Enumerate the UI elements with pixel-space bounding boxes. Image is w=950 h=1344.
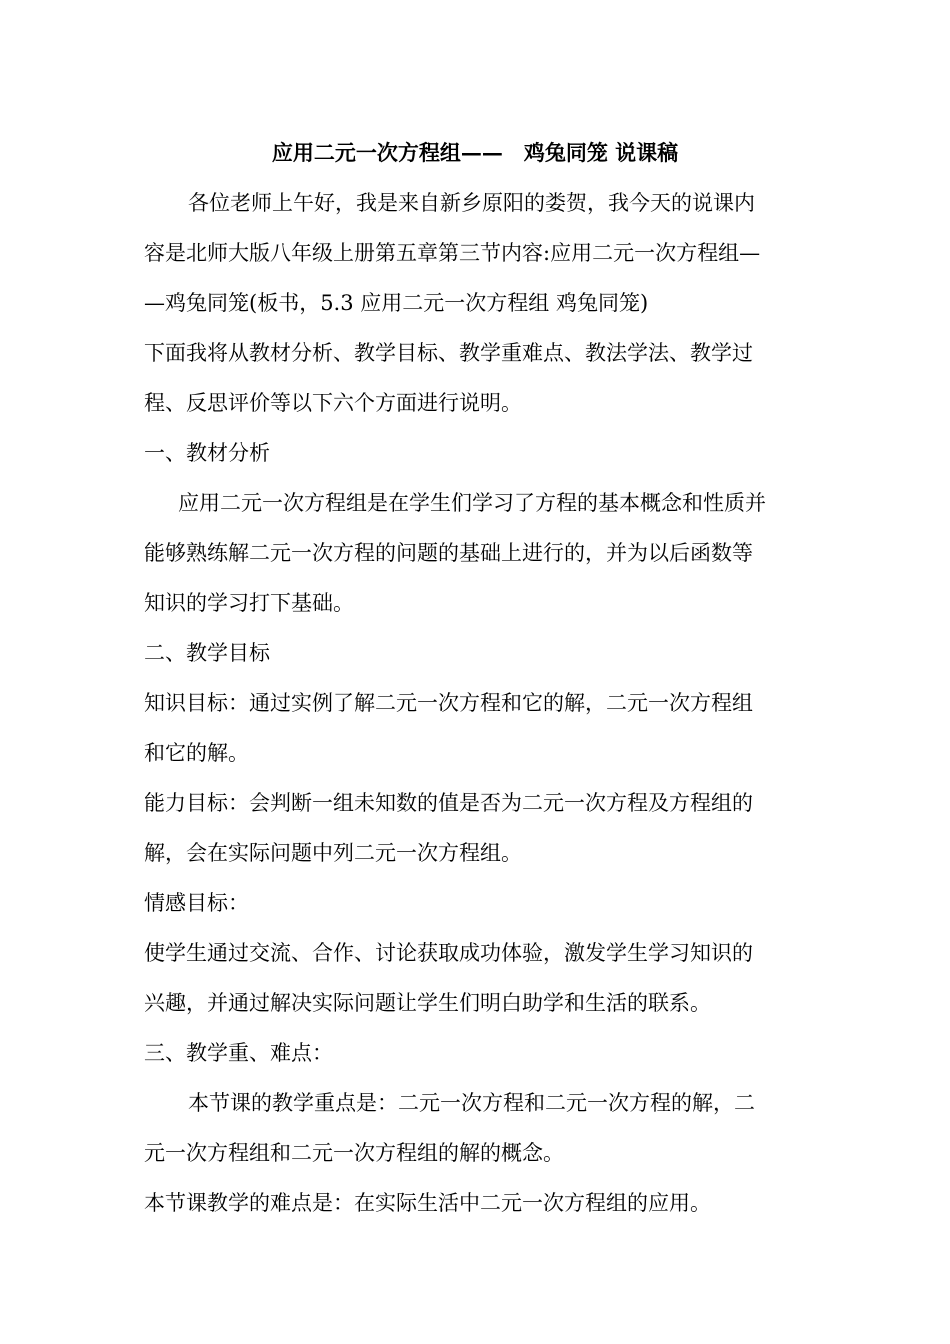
overview-line: 下面我将从教材分析、教学目标、教学重难点、教法学法、教学过 (144, 341, 753, 365)
heading-text: 二、教学目标 (144, 641, 270, 665)
keypoint-line: 元一次方程组和二元一次方程组的解的概念。 (144, 1141, 564, 1165)
knowledge-objective (144, 678, 806, 778)
intro-line: —鸡兔同笼(板书，5.3 应用二元一次方程组 鸡兔同笼) (144, 291, 649, 315)
ability-line: 能力目标：会判断一组未知数的值是否为二元一次方程及方程组的 (144, 791, 753, 815)
heading-text: 三、教学重、难点： (144, 1041, 333, 1065)
emotion-objective-heading (144, 878, 806, 928)
materials-line: 能够熟练解二元一次方程的问题的基础上进行的，并为以后函数等 (144, 541, 753, 565)
materials-paragraph (144, 478, 806, 628)
intro-line: 容是北师大版八年级上册第五章第三节内容:应用二元一次方程组— (144, 241, 761, 265)
section-heading-materials (144, 428, 806, 478)
difficulty-paragraph (144, 1178, 806, 1228)
section-heading-objectives (144, 628, 806, 678)
document-title: 应用二元一次方程组—— 鸡兔同笼 说课稿 (271, 140, 679, 165)
knowledge-line: 知识目标：通过实例了解二元一次方程和它的解，二元一次方程组 (144, 691, 753, 715)
keypoint-paragraph (144, 1078, 806, 1178)
heading-text: 情感目标： (144, 891, 249, 915)
intro-line: 各位老师上午好，我是来自新乡原阳的娄贺，我今天的说课内 (188, 191, 755, 215)
emotion-line: 兴趣，并通过解决实际问题让学生们明白助学和生活的联系。 (144, 991, 711, 1015)
keypoint-line: 本节课的教学重点是：二元一次方程和二元一次方程的解，二 (188, 1091, 755, 1115)
knowledge-line: 和它的解。 (144, 741, 249, 765)
emotion-line: 使学生通过交流、合作、讨论获取成功体验，激发学生学习知识的 (144, 941, 753, 965)
ability-objective (144, 778, 806, 878)
materials-line: 知识的学习打下基础。 (144, 591, 354, 615)
heading-text: 一、教材分析 (144, 441, 270, 465)
overview-paragraph (144, 328, 806, 428)
section-heading-keypoints (144, 1028, 806, 1078)
emotion-objective (144, 928, 806, 1028)
intro-paragraph (144, 178, 806, 328)
document-body (144, 128, 806, 1228)
difficulty-line: 本节课教学的难点是：在实际生活中二元一次方程组的应用。 (144, 1191, 711, 1215)
overview-line: 程、反思评价等以下六个方面进行说明。 (144, 391, 522, 415)
ability-line: 解，会在实际问题中列二元一次方程组。 (144, 841, 522, 865)
materials-line: 应用二元一次方程组是在学生们学习了方程的基本概念和性质并 (178, 491, 766, 515)
